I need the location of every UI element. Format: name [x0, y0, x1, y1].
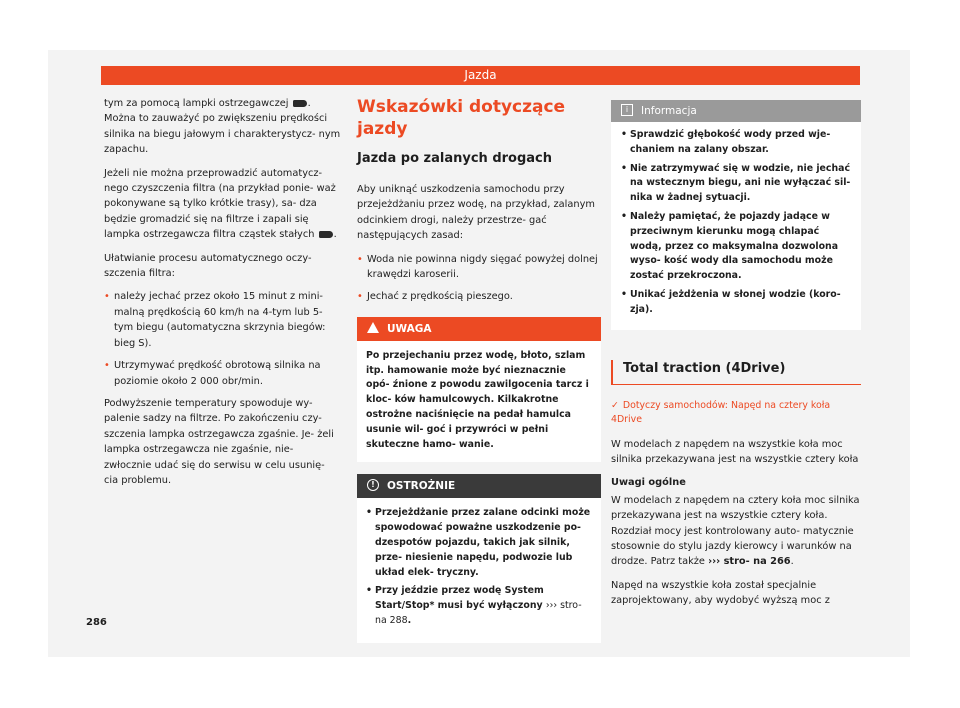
- info-label: Informacja: [641, 105, 697, 117]
- text: W modelach z napędem na cztery koła moc silnika przekazywana jest na wszystkie cztery koła. Rozdział mocy jest kontrolowany auto- matycznie stosownie do stylu jazdy kierowcy i warunków na drodze. Patrz także: [611, 494, 860, 568]
- text: tym za pomocą lampki ostrzegawczej: [104, 98, 289, 109]
- warning-box: [357, 317, 601, 463]
- list-item: • należy jechać przez około 15 minut z mini- malną prędkością 60 km/h na 4-tym lub 5- tym biegu (automatyczna skrzynia biegów: bieg S).: [104, 289, 341, 351]
- section-subtitle: Jazda po zalanych drogach: [357, 151, 553, 166]
- caution-header: [357, 474, 601, 498]
- text: .: [333, 229, 337, 241]
- column-left: [104, 96, 341, 496]
- paragraph: [104, 96, 341, 158]
- caution-box: [357, 474, 601, 642]
- paragraph: [611, 493, 861, 570]
- list-item: • Sprawdzić głębokość wody przed wje- chaniem na zalany obszar.: [621, 128, 851, 158]
- info-header: [611, 100, 861, 122]
- list-item: • Utrzymywać prędkość obrotową silnika na poziomie około 2 000 obr/min.: [104, 358, 341, 389]
- warning-label: UWAGA: [387, 322, 432, 335]
- text: Jeżeli nie można przeprowadzić automatycz- nego czyszczenia filtra (na przykład ponie- waż pokonywane są tylko krótkie trasy), sa- dza będzie gromadzić się na filtrze i zapali się lampka ostrzegawcza filtra cząstek stałych: [104, 167, 336, 241]
- info-box: [611, 100, 861, 330]
- section-title: Wskazówki dotyczące jazdy: [357, 97, 566, 139]
- list-item: • Nie zatrzymywać się w wodzie, nie jechać na wstecznym biegu, ani nie wyłączać sil- nika w żadnej sytuacji.: [621, 162, 851, 206]
- column-right: [611, 100, 861, 617]
- info-square-icon: i: [621, 104, 633, 116]
- list-item: • Przejeżdżanie przez zalane odcinki może spowodować poważne uszkodzenie po- dzespotów pojazdu, takich jak silnik, prze- niesienie napędu, podwozie lub układ elek- tryczny.: [366, 506, 592, 580]
- column-middle: [357, 96, 601, 655]
- section-heading: Total traction (4Drive): [611, 360, 861, 385]
- paragraph: Podwyższenie temperatury spowoduje wy- palenie sadzy na filtrze. Po zakończeniu czy- szczenia lampka ostrzegawcza zgaśnie. Je- żeli lampka ostrzegawcza nie zgaśnie, nie- zwłocznie udać się do serwisu w celu usunię- cia problemu.: [104, 397, 334, 486]
- caution-body: [357, 498, 601, 642]
- list-item: • Unikać jeżdżenia w słonej wodzie (koro- zja).: [621, 288, 851, 318]
- paragraph: W modelach z napędem na wszystkie koła moc silnika przekazywana jest na wszystkie cztery koła: [611, 438, 859, 465]
- filter-warning-lamp-icon: [319, 231, 333, 238]
- paragraph: Ułatwianie procesu automatycznego oczy- szczenia filtra:: [104, 252, 312, 280]
- page-number: 286: [86, 617, 107, 628]
- warning-header: [357, 317, 601, 341]
- applicability-note: [611, 399, 861, 427]
- warning-triangle-icon: [367, 322, 379, 333]
- subheading: Uwagi ogólne: [611, 477, 686, 489]
- list-item: • Jechać z prędkością pieszego.: [357, 289, 601, 304]
- caution-circle-icon: !: [367, 479, 379, 491]
- paragraph: Aby uniknąć uszkodzenia samochodu przy przejeżdżaniu przez wodę, na przykład, zalanym odcinkiem drogi, należy przestrze- gać następujących zasad:: [357, 184, 595, 242]
- page-reference-link[interactable]: ››› stro- na 288: [375, 600, 582, 626]
- list-item: [366, 584, 592, 628]
- text: . Można to zauważyć po zwiększeniu prędkości silnika na biegu jałowym i charakterystycz- nym zapachu.: [104, 98, 341, 156]
- page-reference-link[interactable]: ››› stro- na 266: [708, 556, 791, 568]
- caution-label: OSTROŻNIE: [387, 480, 456, 493]
- page-header: Jazda: [101, 66, 860, 85]
- paragraph: [104, 166, 341, 243]
- list-item: • Woda nie powinna nigdy sięgać powyżej dolnej krawędzi karoserii.: [357, 252, 601, 283]
- text: .: [407, 615, 412, 626]
- warning-text: Po przejechaniu przez wodę, błoto, szlam itp. hamowanie może być nieznacznie opó- źnione z powodu zawilgocenia tarcz i kloc- ków hamulcowych. Kilkakrotne ostrożne naciśnięcie na pedał hamulca usunie wil- goć i przywróci w pełni skuteczne hamo- wanie.: [366, 349, 589, 450]
- paragraph: Napęd na wszystkie koła został specjalnie zaprojektowany, aby wydobyć wyższą moc z: [611, 579, 830, 607]
- list-item: • Należy pamiętać, że pojazdy jadące w przeciwnym kierunku mogą chlapać wodą, przez co maksymalna dozwolona wyso- kość wody dla samochodu może zostać przekroczona.: [621, 210, 851, 284]
- text: Przy jeździe przez wodę System Start/Stop* musi być wyłączony: [375, 585, 544, 612]
- info-body: [611, 122, 861, 330]
- checkmark-icon: ✓: [611, 399, 619, 411]
- text: .: [790, 556, 794, 568]
- filter-warning-lamp-icon: [293, 100, 307, 107]
- text: Dotyczy samochodów: Napęd na cztery koła 4Drive: [611, 399, 831, 425]
